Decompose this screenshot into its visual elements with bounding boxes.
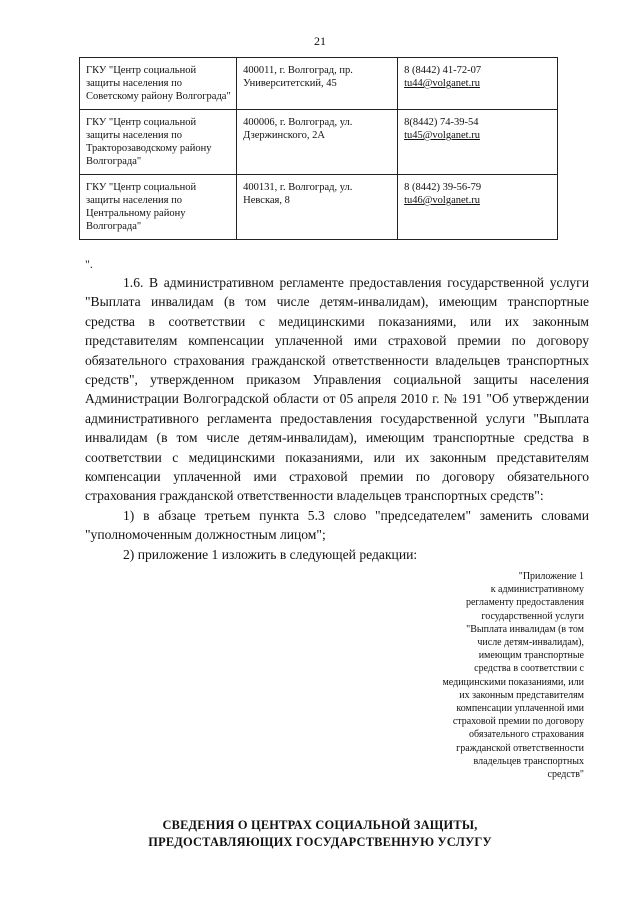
appendix-line: государственной услуги [481, 610, 584, 622]
appendix-line: гражданской ответственности [456, 742, 584, 754]
center-address: 400006, г. Волгоград, ул. Дзержинского, 2А [237, 110, 398, 175]
appendix-line: компенсации уплаченной ими [456, 703, 584, 715]
appendix-line: регламенту предоставления [465, 597, 584, 609]
center-email[interactable]: tu45@volganet.ru [404, 130, 480, 141]
document-body [85, 273, 589, 564]
center-name: ГКУ "Центр социальной защиты населения по Центральному району Волгограда" [80, 175, 237, 240]
appendix-line: "Выплата инвалидам (в том [466, 623, 584, 635]
page-number: 21 [314, 34, 326, 48]
appendix-line: их законным представителям [459, 689, 584, 701]
appendix-line: имеющим транспортные [478, 650, 584, 662]
center-address: 400131, г. Волгоград, ул. Невская, 8 [237, 175, 398, 240]
list-item-2: 2) приложение 1 изложить в следующей редакции: [123, 546, 418, 562]
section-heading [0, 817, 640, 851]
appendix-line: страховой премии по договору [452, 716, 584, 728]
center-name: ГКУ "Центр социальной защиты населения по Советскому району Волгограда" [80, 58, 237, 110]
appendix-line: "Приложение 1 [518, 571, 584, 582]
appendix-line: к административному [490, 584, 584, 596]
center-email[interactable]: tu46@volganet.ru [404, 195, 480, 206]
appendix-header [404, 570, 584, 781]
paragraph-1-6: 1.6. В административном регламенте предоставления государственной услуги "Выплата инвалидам (в том числе детям-инвалидам), имеющим транспортные средства в соответствии с медицинскими показаниями, или их законным представителям компенсации уплаченной ими страховой премии по договору обязательного страхования гражданской ответственности владельцев транспортных средств", утвержденном приказом Управления социальной защиты населения Администрации Волгоградской области от 05 апреля 2010 г. № 191 "Об утверждении административного регламента предоставления государственной услуги "Выплата инвалидам (в том числе детям-инвалидам), имеющим транспортные средства в соответствии с медицинскими показаниями, или их законным представителям компенсации уплаченной ими страховой премии по договору обязательного страхования гражданской ответственности владельцев транспортных средств": [85, 275, 589, 504]
list-item-1: 1) в абзаце третьем пункта 5.3 слово "председателем" заменить словами "уполномоченным должностным лицом"; [85, 507, 589, 543]
table-row [80, 175, 558, 240]
center-phone: 8 (8442) 41-72-07 [404, 65, 482, 76]
table-row [80, 58, 558, 110]
appendix-line: средства в соответствии с [474, 663, 584, 675]
appendix-line: медицинскими показаниями, или [442, 676, 584, 688]
heading-line: ПРЕДОСТАВЛЯЮЩИХ ГОСУДАРСТВЕННУЮ УСЛУГУ [148, 835, 492, 849]
appendix-line: владельцев транспортных [473, 755, 584, 767]
table-row [80, 110, 558, 175]
appendix-line: средств" [547, 769, 584, 781]
appendix-line: числе детям-инвалидам), [477, 637, 584, 649]
center-contacts [398, 175, 558, 240]
center-email[interactable]: tu44@volganet.ru [404, 78, 480, 89]
center-phone: 8(8442) 74-39-54 [404, 117, 479, 128]
centers-table [79, 57, 558, 240]
center-name: ГКУ "Центр социальной защиты населения по Тракторозаводскому району Волгограда" [80, 110, 237, 175]
center-address: 400011, г. Волгоград, пр. Университетский, 45 [237, 58, 398, 110]
appendix-line: обязательного страхования [469, 729, 584, 741]
center-contacts [398, 58, 558, 110]
closing-quote: ". [85, 257, 93, 271]
heading-line: СВЕДЕНИЯ О ЦЕНТРАХ СОЦИАЛЬНОЙ ЗАЩИТЫ, [162, 818, 478, 832]
center-contacts [398, 110, 558, 175]
center-phone: 8 (8442) 39-56-79 [404, 182, 482, 193]
